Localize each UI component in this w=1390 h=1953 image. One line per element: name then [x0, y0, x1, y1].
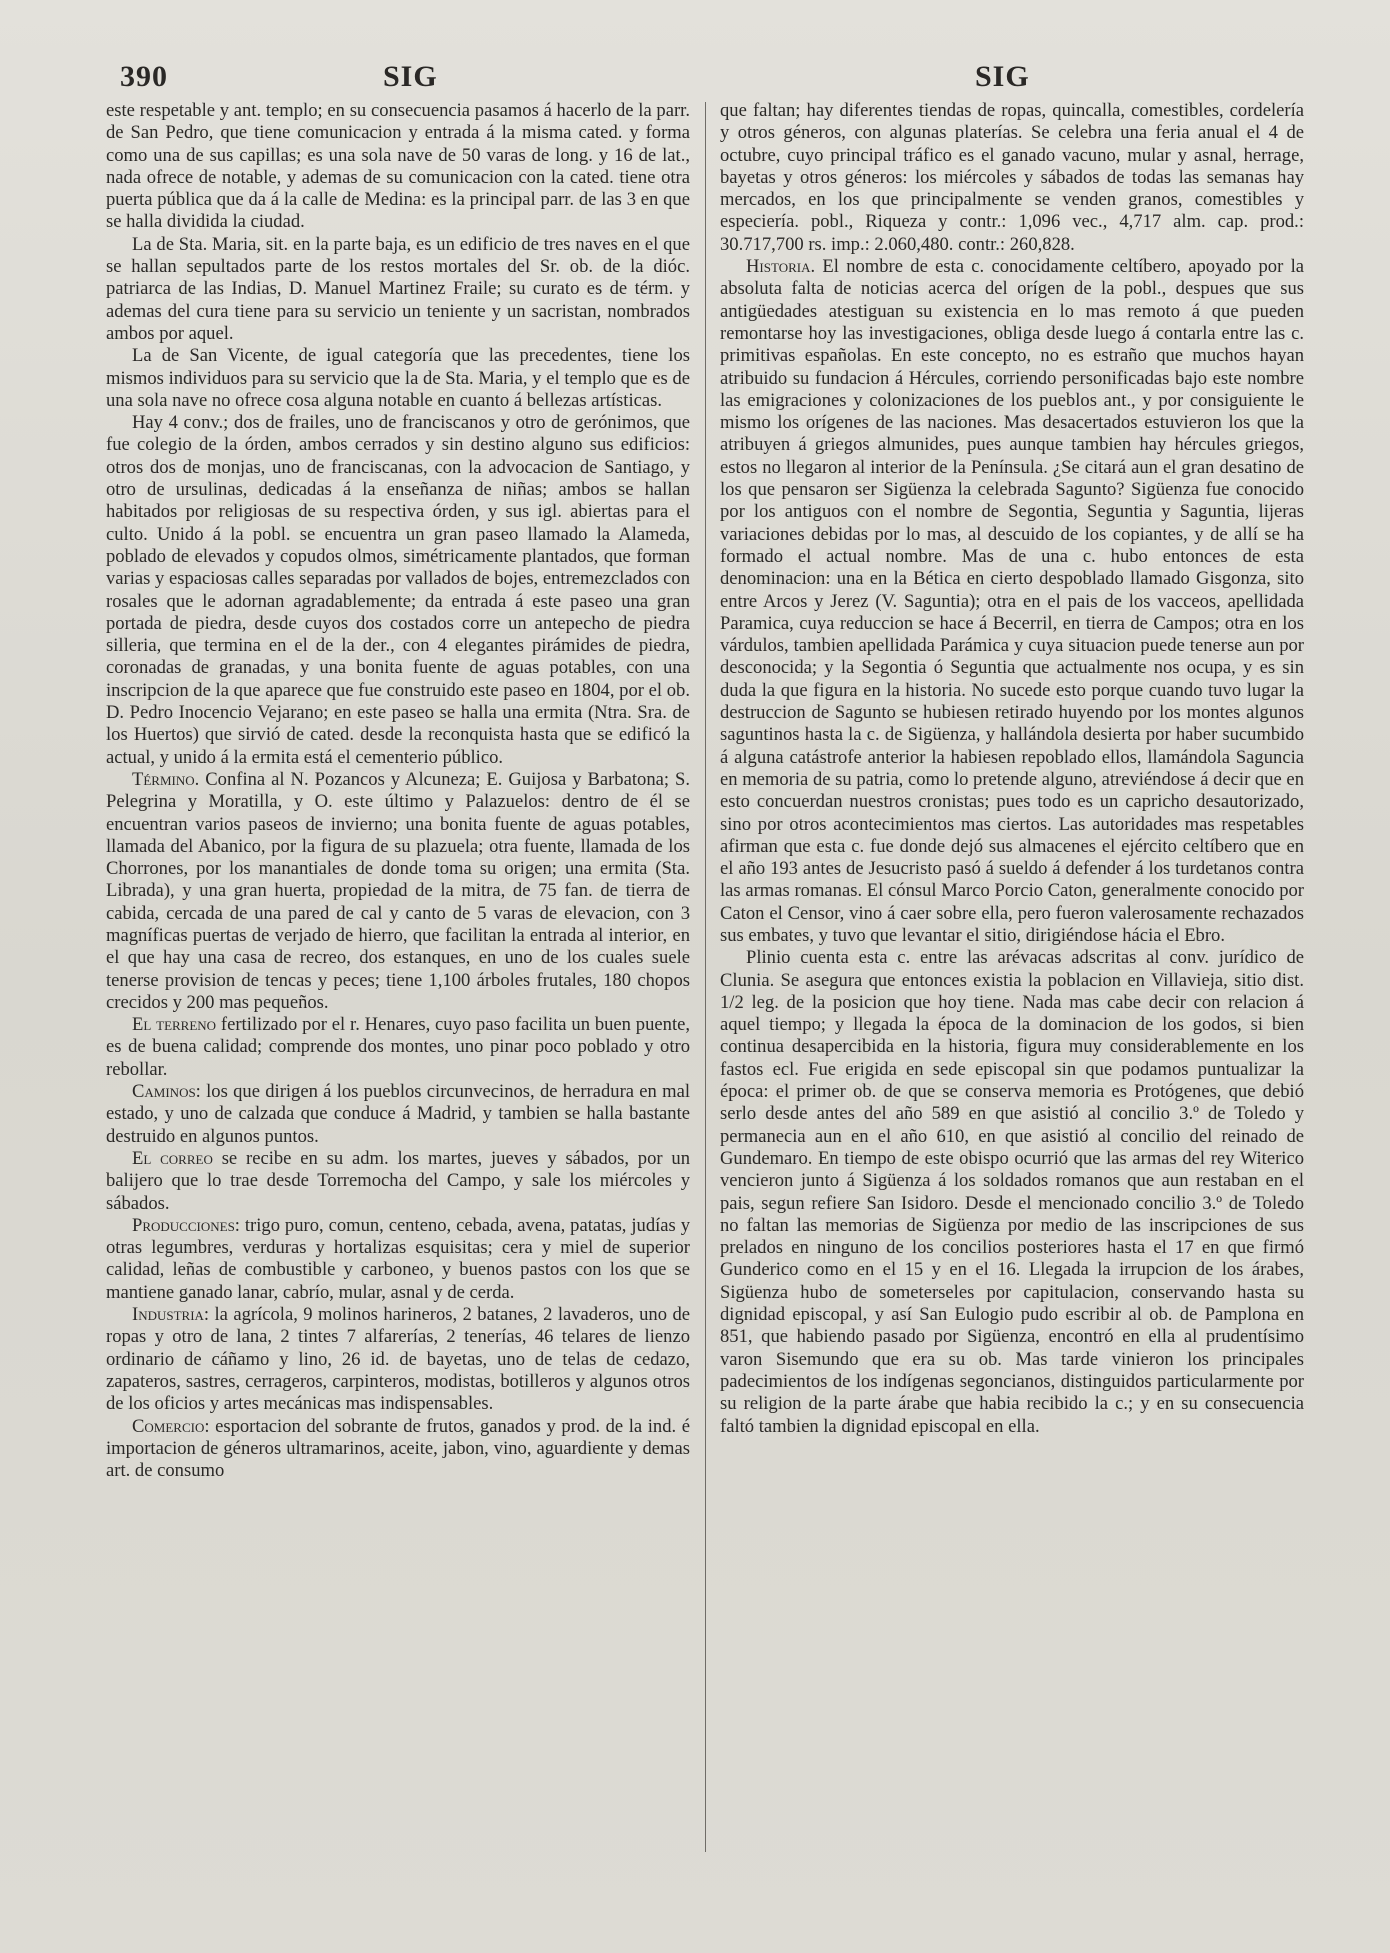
- paragraph: La de Sta. Maria, sit. en la parte baja, es un edificio de tres naves en el que se hallan sepultados parte de los restos mortales del Sr. ob. de la dióc. patriarca de las Indias, D. Manuel Martinez Fraile; su curato es de térm. y ademas del cura tiene para su servicio un teniente y un sacristan, nombrados ambos por aquel.: [106, 233, 690, 344]
- paragraph: Hay 4 conv.; dos de frailes, uno de franciscanos y otro de gerónimos, que fue colegio de la órden, ambos cerrados y sin destino alguno sus edificios: otros dos de monjas, uno de franciscanas, con la advocacion de Santiago, y otro de ursulinas, dedicadas á la enseñanza de niñas; ambos se hallan habitados por religiosas de su respectiva órden, y sus igl. abiertas para el culto. Unido á la pobl. se encuentra un gran paseo llamado la Alameda, poblado de elevados y copudos olmos, simétricamente plantados, que forman varias y espaciosas calles separadas por vallados de bojes, entremezclados con rosales que le adornan agradablemente; da entrada á este paseo una gran portada de piedra, desde cuyos dos costados corre un antepecho de piedra silleria, que termina en el de la der., con 4 elegantes pirámides de piedra, coronadas de granadas, y una bonita fuente de aguas potables, con una inscripcion de la que aparece que fue construido este paseo en 1804, por el ob. D. Pedro Inocencio Vejarano; en este paseo se halla una ermita (Ntra. Sra. de los Huertos) que sirvió de cated. desde la reconquista hasta que se edificó la actual, y unido á la ermita está el cementerio público.: [106, 412, 690, 768]
- paragraph: Plinio cuenta esta c. entre las arévacas adscritas al conv. jurídico de Clunia. Se asegura que entonces existia la poblacion en Villavieja, sitio dist. 1/2 leg. de la posicion que hoy tiene. Nada mas cabe decir con relacion á aquel tiempo; y llegada la época de la dominacion de los godos, si bien continua desapercibida en la historia, figura muy considerablemente en los fastos ecl. Fue erigida en sede episcopal sin que podamos puntualizar la época: el primer ob. de que se conserva memoria es Protógenes, que debió serlo desde antes del año 589 en que asistió al concilio 3.º de Toledo y permanecia aun en el año 610, en que asistió al concilio del reinado de Gundemaro. En tiempo de este obispo ocurrió que las armas del rey Witerico vencieron junto á Sigüenza á los soldados romanos que aun restaban en el pais, segun refiere San Isidoro. Desde el mencionado concilio 3.º de Toledo no faltan las memorias de Sigüenza por medio de las inscripciones de sus prelados en ninguno de los concilios posteriores hasta el 17 en que firmó Gunderico como en el 15 y en el 16. Llegada la irrupcion de los árabes, Sigüenza hubo de someterseles por capitulacion, conservando hasta su dignidad episcopal, y así San Eulogio pudo escribir al ob. de Pamplona en 851, que habiendo pasado por Sigüenza, encontró en ella al prudentísimo varon Sisemundo que era su ob. Mas tarde vinieron los principales padecimientos de los indígenas segoncianos, distinguidos particularmente por su religion de la parte árabe que habia recibido la c.; y en su consecuencia faltó tambien la dignidad episcopal en ella.: [720, 947, 1304, 1437]
- left-running-head: SIG: [383, 60, 438, 93]
- right-running-head: SIG: [975, 60, 1030, 93]
- paragraph: que faltan; hay diferentes tiendas de ropas, quincalla, comestibles, cordelería y otros géneros, con algunas platerías. Se celebra una feria anual el 4 de octubre, cuyo principal tráfico es el ganado vacuno, mular y asnal, herrage, bayetas y otros géneros: los miércoles y sábados de todas las semanas hay mercados, en los que principalmente se venden granos, comestibles y especiería. pobl., Riqueza y contr.: 1,096 vec., 4,717 alm. cap. prod.: 30.717,700 rs. imp.: 2.060,480. contr.: 260,828.: [720, 100, 1304, 255]
- column-divider: [705, 102, 706, 1852]
- page-number: 390: [120, 60, 168, 93]
- paragraph: este respetable y ant. templo; en su consecuencia pasamos á hacerlo de la parr. de San Pedro, que tiene comunicacion y entrada á la misma cated. y forma como una de sus capillas; es una sola nave de 50 varas de long. y 16 de lat., nada ofrece de notable, y ademas de su comunicacion con la cated. tiene otra puerta pública que da á la calle de Medina: es la principal parr. de las 3 en que se halla dividida la ciudad.: [106, 100, 690, 233]
- paragraph: Caminos: los que dirigen á los pueblos circunvecinos, de herradura en mal estado, y uno de calzada que conduce á Madrid, y tambien se halla bastante destruido en algunos puntos.: [106, 1081, 690, 1147]
- left-column: [106, 100, 690, 1855]
- paragraph: Producciones: trigo puro, comun, centeno, cebada, avena, patatas, judías y otras legumbres, verduras y hortalizas esquisitas; cera y miel de superior calidad, leñas de combustible y carboneo, y buenos pastos con los que se mantiene ganado lanar, cabrío, mular, asnal y de cerda.: [106, 1214, 690, 1303]
- paragraph: Industria: la agrícola, 9 molinos harineros, 2 batanes, 2 lavaderos, uno de ropas y otro de lana, 2 tintes 7 alfarerías, 2 tenerías, 46 telares de lienzo ordinario de cáñamo y lino, 26 id. de bayetas, uno de telas de cedazo, zapateros, sastres, cerrageros, carpinteros, modistas, botilleros y algunos otros de los oficios y artes mecánicas mas indispensables.: [106, 1304, 690, 1415]
- paragraph: El terreno fertilizado por el r. Henares, cuyo paso facilita un buen puente, es de buena calidad; comprende dos montes, uno pinar poco poblado y otro rebollar.: [106, 1014, 690, 1080]
- paragraph: Historia. El nombre de esta c. conocidamente celtíbero, apoyado por la absoluta falta de noticias acerca del orígen de la pobl., despues que sus antigüedades atestiguan su existencia en lo mas remoto á que pueden remontarse hoy las investigaciones, obliga desde luego á contarla entre las c. primitivas españolas. En este concepto, no es estraño que muchos hayan atribuido su fundacion á Hércules, corriendo personificadas bajo este nombre las emigraciones y colonizaciones de los pueblos ant., y por consiguiente le mismo los orígenes de las naciones. Mas desacertados estuvieron los que la atribuyen á griegos almunides, pues aunque tambien hay hércules griegos, estos no llegaron al interior de la Península. ¿Se citará aun el gran desatino de los que pensaron ser Sigüenza la celebrada Sagunto? Sigüenza fue conocido por los antiguos con el nombre de Segontia, Seguntia y Saguntia, lijeras variaciones debidas por lo mas, al descuido de los copiantes, y de allí se ha formado el actual nombre. Mas de una c. hubo entonces de esta denominacion: una en la Bética en cierto despoblado llamado Gisgonza, sito entre Arcos y Jerez (V. Saguntia); otra en el pais de los vacceos, apellidada Paramica, cuya reduccion se hace á Becerril, en tierra de Campos; otra en los várdulos, tambien apellidada Parámica y cuya situacion puede tenerse aun por desconocida; y la Segontia ó Seguntia que actualmente nos ocupa, y es sin duda la que figura en la historia. No sucede esto porque cuando tuvo lugar la destruccion de Sagunto se hubiesen retirado huyendo por los montes algunos saguntinos hasta la c. de Sigüenza, y hallándola desierta por haber sucumbido á alguna catástrofe anterior la habiesen repoblado ellos, llamándola Saguncia en memoria de su patria, como lo pretende alguno, atreviéndose á decir que en esto concuerdan nuestros cronistas; pues todo es un capricho desautorizado, sino por otros acontecimientos mas ciertos. Las autoridades mas respetables afirman que esta c. fue donde dejó sus almacenes el ejército celtíbero que en el año 193 antes de Jesucristo pasó á sueldo á defender á los turdetanos contra las armas romanas. El cónsul Marco Porcio Caton, generalmente conocido por Caton el Censor, vino á caer sobre ella, pero fueron valerosamente rechazados sus embates, y tuvo que levantar el sitio, dirigiéndose hácia el Ebro.: [720, 256, 1304, 946]
- paragraph: El correo se recibe en su adm. los martes, jueves y sábados, por un balijero que lo trae desde Torremocha del Campo, y sale los miércoles y sábados.: [106, 1147, 690, 1214]
- paragraph: Comercio: esportacion del sobrante de frutos, ganados y prod. de la ind. é importacion de géneros ultramarinos, aceite, jabon, vino, aguardiente y demas art. de consumo: [106, 1415, 690, 1482]
- paragraph: La de San Vicente, de igual categoría que las precedentes, tiene los mismos individuos para su servicio que la de Sta. Maria, y el templo que es de una sola nave no ofrece cosa alguna notable en cuanto á bellezas artísticas.: [106, 345, 690, 411]
- right-column: [720, 100, 1304, 1855]
- paragraph: Término. Confina al N. Pozancos y Alcuneza; E. Guijosa y Barbatona; S. Pelegrina y Moratilla, y O. este último y Palazuelos: dentro de él se encuentran varios paseos de invierno; una bonita fuente de aguas potables, llamada del Abanico, por la figura de su plazuela; otra fuente, llamada de los Chorrones, por los manantiales de donde toma su origen; una ermita (Sta. Librada), y una gran huerta, propiedad de la mitra, de 75 fan. de tierra de cabida, cercada de una pared de cal y canto de 5 varas de elevacion, con 3 magníficas puertas de verjado de hierro, que facilitan la entrada al interior, en el que hay una casa de recreo, dos estanques, en uno de los cuales suele tenerse provision de tencas y peces; tiene 1,100 árboles frutales, 180 chopos crecidos y 200 mas pequeños.: [106, 768, 690, 1013]
